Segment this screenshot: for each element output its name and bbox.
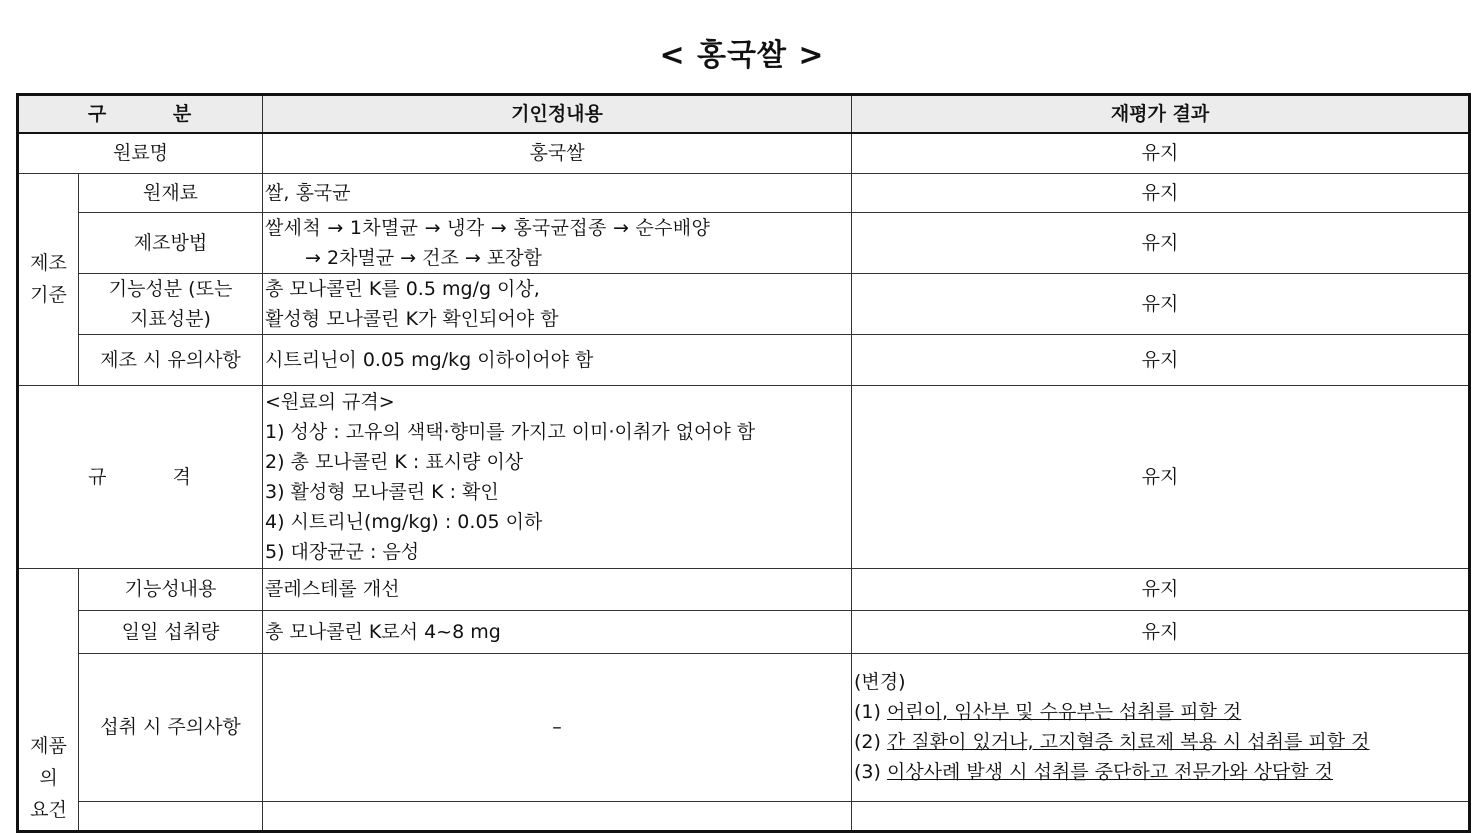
row-label: 규 격: [18, 385, 263, 568]
table-row: [18, 568, 1470, 610]
table-header-row: [18, 95, 1470, 134]
row-result: 유지: [852, 212, 1470, 273]
table-row: [18, 385, 1470, 568]
row-listed: 총 모나콜린 K로서 4~8 mg: [263, 610, 852, 653]
reassessment-table: [16, 93, 1471, 833]
row-label: 섭취 시 주의사항: [79, 653, 263, 801]
caution-item: (2) 간 질환이 있거나, 고지혈증 치료제 복용 시 섭취를 피할 것: [854, 731, 1370, 753]
row-listed: 쌀세척 → 1차멸균 → 냉각 → 홍국균접종 → 순수배양 → 2차멸균 → 건조 → 포장함: [263, 212, 852, 273]
document-title: < 홍국쌀 >: [659, 38, 825, 73]
table-row: [18, 334, 1470, 385]
row-result: 유지: [852, 610, 1470, 653]
row-result: 유지: [852, 385, 1470, 568]
row-result: 유지: [852, 173, 1470, 212]
group-product: 제품 의 요건: [18, 568, 79, 831]
row-listed: –: [263, 653, 852, 801]
row-listed: 총 모나콜린 K를 0.5 mg/g 이상, 활성형 모나콜린 K가 확인되어야 함: [263, 273, 852, 334]
table-row: [18, 173, 1470, 212]
table-row: [18, 273, 1470, 334]
row-listed: 콜레스테롤 개선: [263, 568, 852, 610]
header-result: 재평가 결과: [852, 95, 1470, 134]
row-label: 원료명: [18, 133, 263, 173]
group-manufacturing: 제조 기준: [18, 173, 79, 385]
row-label: 원재료: [79, 173, 263, 212]
caution-item: (3) 이상사례 발생 시 섭취를 중단하고 전문가와 상담할 것: [854, 761, 1334, 783]
table-row: [18, 610, 1470, 653]
header-category: 구 분: [18, 95, 263, 134]
row-label: 제조방법: [79, 212, 263, 273]
caution-item: (1) 어린이, 임산부 및 수유부는 섭취를 피할 것: [854, 701, 1242, 723]
row-result: 유지: [852, 334, 1470, 385]
header-listed: 기인정내용: [263, 95, 852, 134]
table-row: [18, 212, 1470, 273]
row-label: 기능성내용: [79, 568, 263, 610]
table-row-partial: [18, 801, 1470, 831]
intake-caution-list: (변경) (1) 어린이, 임산부 및 수유부는 섭취를 피할 것 (2) 간 질환이 있거나, 고지혈증 치료제 복용 시 섭취를 피할 것 (3) 이상사례 발생 시 섭취를 중단하고 전문가와 상담할 것: [852, 653, 1470, 801]
row-listed: 홍국쌀: [263, 133, 852, 173]
table-row: [18, 653, 1470, 801]
spec-list: <원료의 규격> 1) 성상 : 고유의 색택·향미를 가지고 이미·이취가 없어야 함 2) 총 모나콜린 K : 표시량 이상 3) 활성형 모나콜린 K : 확인 4) 시트리닌(mg/kg) : 0.05 이하 5) 대장균군 : 음성: [263, 385, 852, 568]
row-listed: 쌀, 홍국균: [263, 173, 852, 212]
row-result: 유지: [852, 568, 1470, 610]
table-row: [18, 133, 1470, 173]
row-result: 유지: [852, 273, 1470, 334]
row-label: 일일 섭취량: [79, 610, 263, 653]
row-label: 기능성분 (또는 지표성분): [79, 273, 263, 334]
row-label: 제조 시 유의사항: [79, 334, 263, 385]
row-result: 유지: [852, 133, 1470, 173]
row-listed: 시트리닌이 0.05 mg/kg 이하이어야 함: [263, 334, 852, 385]
